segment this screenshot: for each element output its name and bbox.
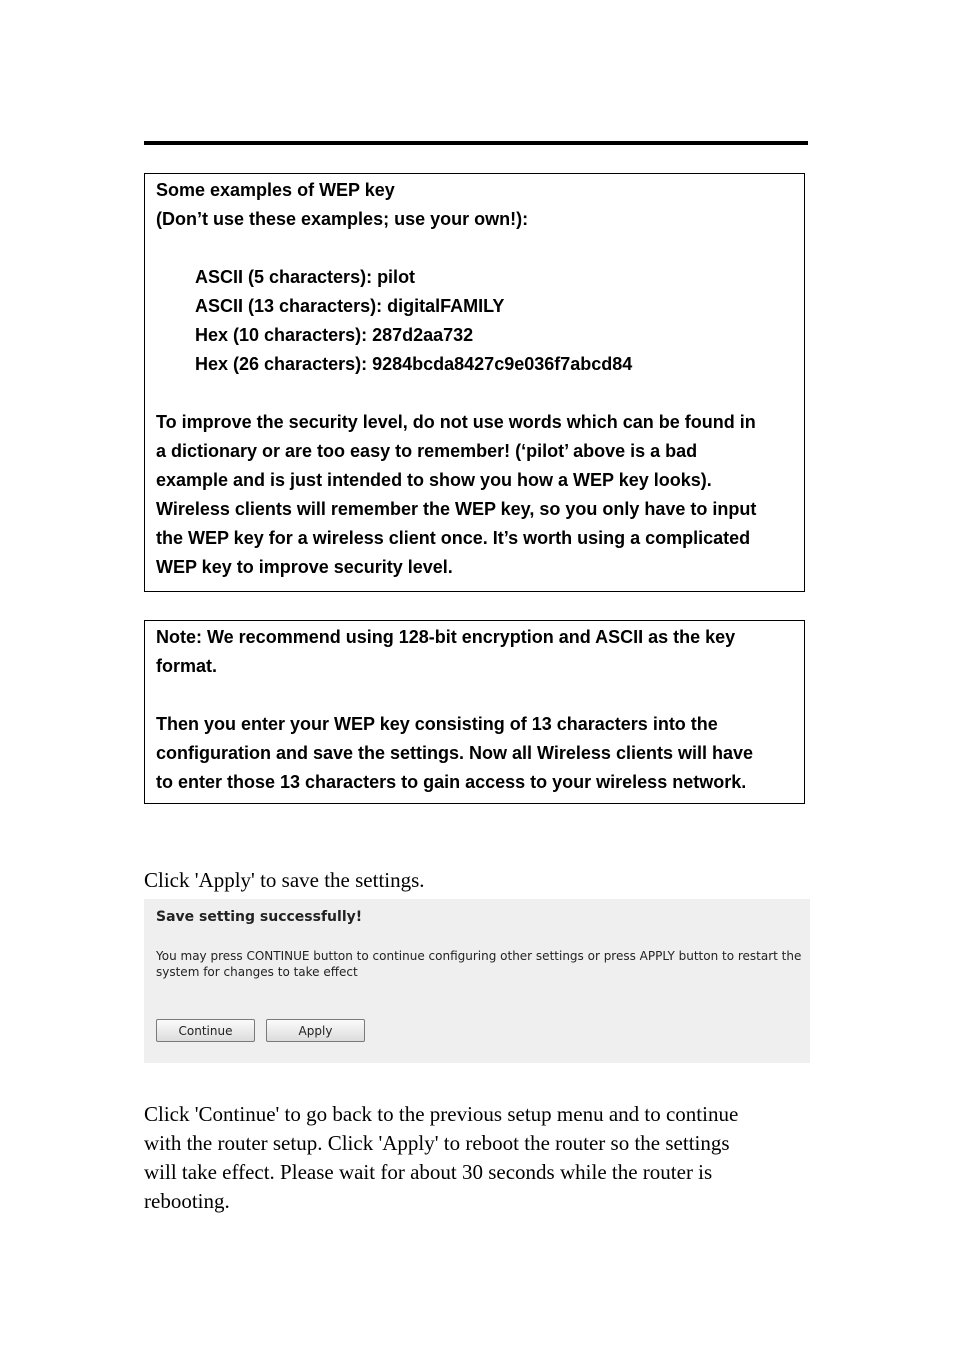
outro-line: with the router setup. Click 'Apply' to reboot the router so the settings: [144, 1131, 730, 1155]
then-line: to enter those 13 characters to gain access to your wireless network.: [156, 772, 747, 792]
outro-line: rebooting.: [144, 1189, 230, 1213]
apply-button[interactable]: Apply: [266, 1019, 365, 1042]
header-rule: [144, 141, 808, 145]
advice-line: a dictionary or are too easy to remember! (‘pilot’ above is a bad: [156, 441, 698, 461]
wep-examples-box: [144, 173, 805, 592]
message-line: system for changes to take effect: [156, 965, 358, 979]
continue-button[interactable]: Continue: [156, 1019, 255, 1042]
advice-line: the WEP key for a wireless client once. It’s worth using a complicated: [156, 528, 751, 548]
examples-heading: Some examples of WEP key: [156, 180, 395, 200]
advice-line: Wireless clients will remember the WEP key, so you only have to input: [156, 499, 757, 519]
advice-line: To improve the security level, do not use words which can be found in: [156, 412, 756, 432]
save-success-message: [156, 948, 801, 980]
intro-text: Click 'Apply' to save the settings.: [144, 868, 425, 892]
message-line: You may press CONTINUE button to continue configuring other settings or press APPLY button to restart the: [156, 949, 802, 963]
note-box: [144, 620, 805, 804]
intro-paragraph: [144, 866, 425, 895]
example-hex-10: Hex (10 characters): 287d2aa732: [195, 325, 474, 345]
outro-paragraph: [144, 1100, 738, 1216]
advice-line: example and is just intended to show you how a WEP key looks).: [156, 470, 712, 490]
note-line: Note: We recommend using 128-bit encryption and ASCII as the key: [156, 627, 736, 647]
then-line: configuration and save the settings. Now all Wireless clients will have: [156, 743, 753, 763]
outro-line: Click 'Continue' to go back to the previous setup menu and to continue: [144, 1102, 739, 1126]
save-success-title: Save setting successfully!: [156, 909, 363, 925]
example-ascii-13: ASCII (13 characters): digitalFAMILY: [195, 296, 505, 316]
examples-warning: (Don’t use these examples; use your own!):: [156, 209, 529, 229]
then-line: Then you enter your WEP key consisting of 13 characters into the: [156, 714, 718, 734]
outro-line: will take effect. Please wait for about 30 seconds while the router is: [144, 1160, 713, 1184]
example-ascii-5: ASCII (5 characters): pilot: [195, 267, 416, 287]
note-line: format.: [156, 656, 218, 676]
save-success-panel: [144, 899, 810, 1063]
advice-line: WEP key to improve security level.: [156, 557, 453, 577]
example-hex-26: Hex (26 characters): 9284bcda8427c9e036f7abcd84: [195, 354, 633, 374]
